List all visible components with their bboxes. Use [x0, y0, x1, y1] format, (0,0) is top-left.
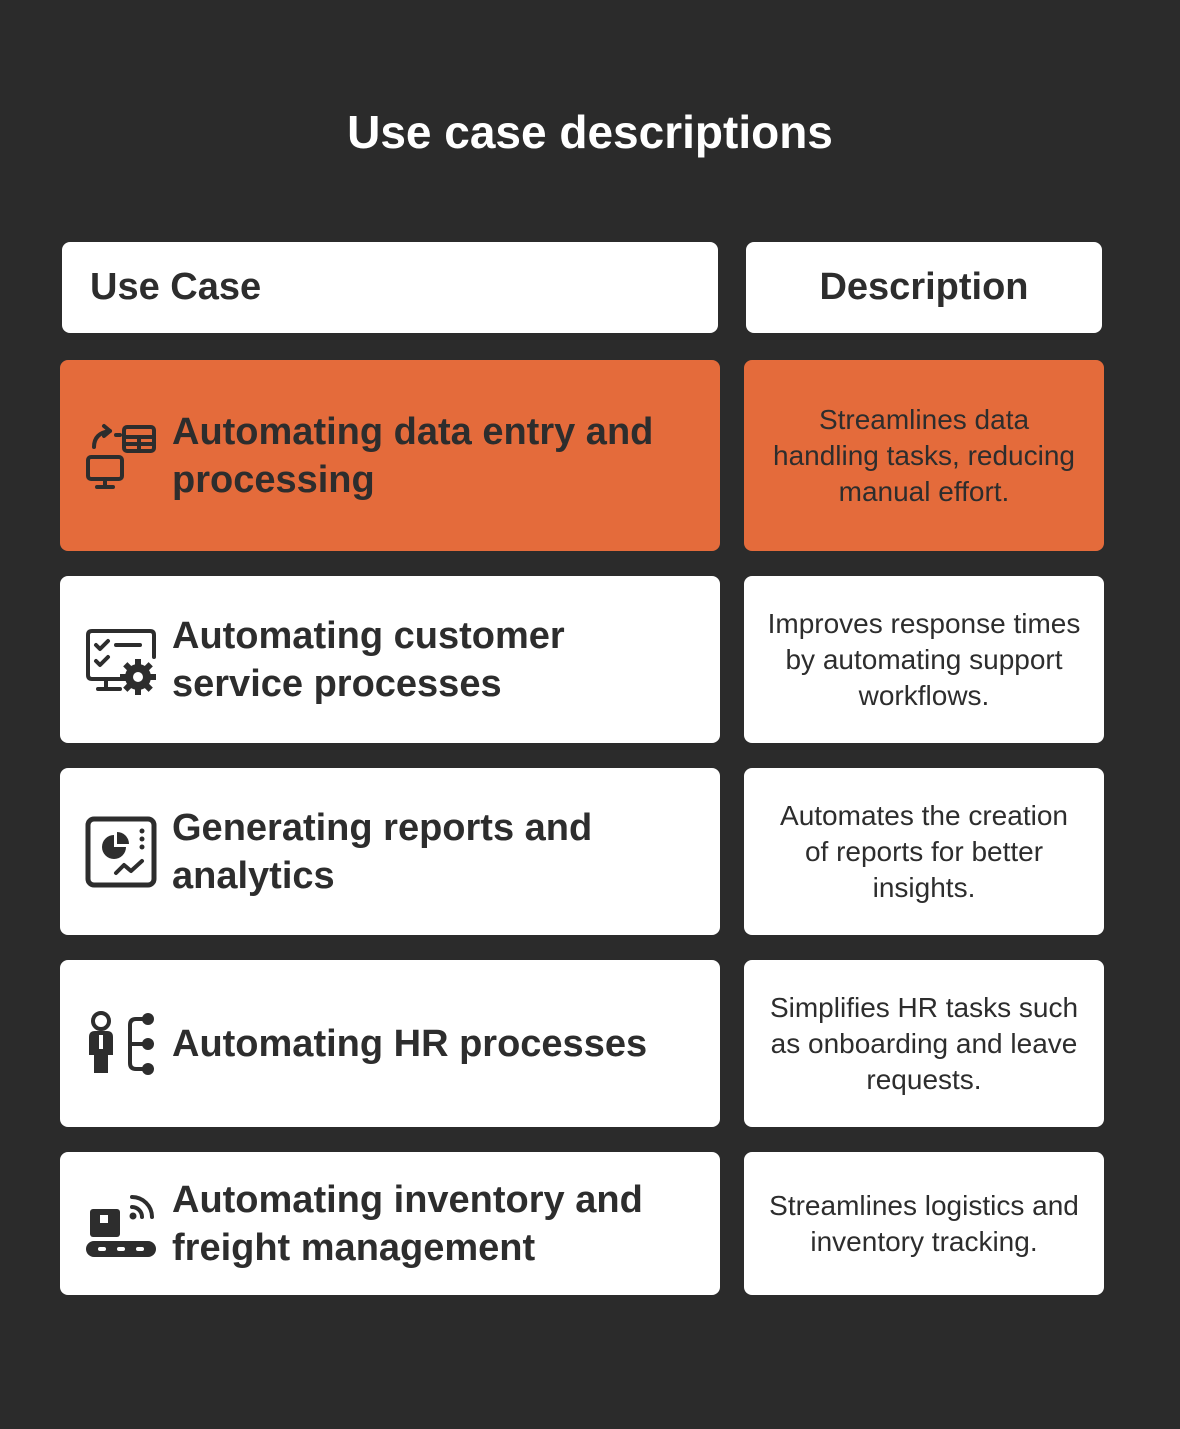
use-case-cell-hr — [60, 960, 720, 1127]
description-cell-customer-service — [744, 576, 1104, 743]
page-title: Use case descriptions — [347, 106, 833, 158]
description-cell-hr — [744, 960, 1104, 1127]
description-cell-reports — [744, 768, 1104, 935]
use-case-label: Automating customer service processes — [172, 614, 565, 705]
description-text: Simplifies HR tasks such as onboarding and leave requests. — [769, 991, 1079, 1095]
description-text: Automates the creation of reports for better insights. — [780, 799, 1068, 903]
use-case-label: Automating inventory and freight management — [172, 1178, 643, 1269]
description-text: Streamlines logistics and inventory tracking. — [769, 1189, 1079, 1257]
header-description-label: Description — [819, 266, 1029, 308]
data-transfer-icon — [84, 419, 158, 493]
use-case-cell-data-entry — [60, 360, 720, 551]
use-case-cell-inventory — [60, 1152, 720, 1295]
person-hierarchy-icon — [84, 1007, 158, 1081]
description-cell-data-entry — [744, 360, 1104, 551]
use-case-cell-reports — [60, 768, 720, 935]
header-use-case-label: Use Case — [90, 266, 262, 308]
dashboard-chart-icon — [84, 815, 158, 889]
description-text: Streamlines data handling tasks, reducing manual effort. — [773, 403, 1075, 507]
conveyor-wifi-icon — [84, 1187, 158, 1261]
use-case-label: Generating reports and analytics — [172, 806, 593, 897]
checklist-gear-icon — [84, 623, 158, 697]
description-cell-inventory — [744, 1152, 1104, 1295]
description-text: Improves response times by automating support workflows. — [767, 607, 1081, 711]
header-description — [746, 242, 1102, 333]
header-use-case — [62, 242, 718, 333]
use-case-label: Automating HR processes — [172, 1022, 648, 1065]
use-case-cell-customer-service — [60, 576, 720, 743]
use-case-label: Automating data entry and processing — [172, 410, 654, 501]
